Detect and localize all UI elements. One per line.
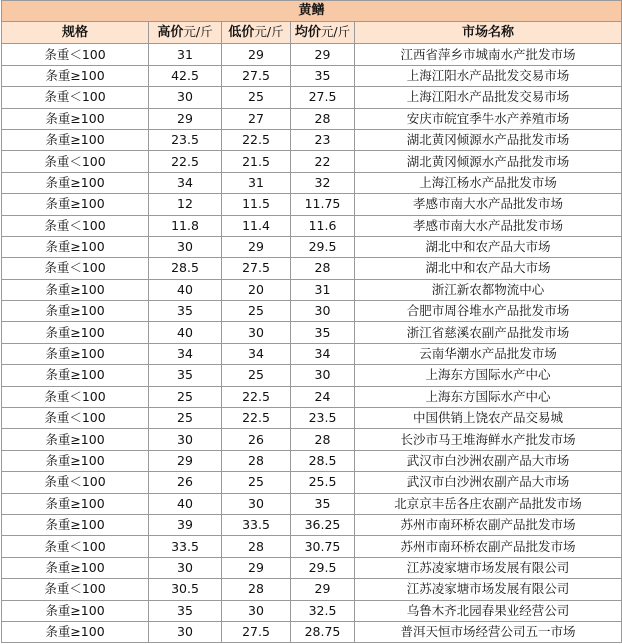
cell-market: 浙江新农都物流中心 bbox=[355, 279, 622, 300]
table-row bbox=[2, 429, 622, 450]
cell-spec: 条重＜100 bbox=[2, 215, 149, 236]
table-row bbox=[2, 194, 622, 215]
cell-low: 11.5 bbox=[222, 194, 291, 215]
cell-high: 40 bbox=[149, 279, 222, 300]
table-row bbox=[2, 258, 622, 279]
cell-avg: 28 bbox=[291, 429, 355, 450]
cell-market: 北京京丰岳各庄农副产品批发市场 bbox=[355, 493, 622, 514]
cell-market: 上海江阳水产品批发交易市场 bbox=[355, 87, 622, 108]
cell-spec: 条重≥100 bbox=[2, 236, 149, 257]
cell-spec: 条重≥100 bbox=[2, 279, 149, 300]
cell-market: 合肥市周谷堆水产品批发市场 bbox=[355, 301, 622, 322]
cell-avg: 22 bbox=[291, 151, 355, 172]
cell-spec: 条重≥100 bbox=[2, 322, 149, 343]
header-low-label: 低价 bbox=[228, 25, 255, 41]
header-avg-label: 均价 bbox=[294, 25, 321, 41]
cell-market: 湖北中和农产品大市场 bbox=[355, 236, 622, 257]
table-row bbox=[2, 557, 622, 578]
cell-high: 26 bbox=[149, 472, 222, 493]
cell-low: 27.5 bbox=[222, 65, 291, 86]
cell-high: 35 bbox=[149, 301, 222, 322]
cell-avg: 32 bbox=[291, 172, 355, 193]
cell-high: 31 bbox=[149, 44, 222, 65]
cell-avg: 29.5 bbox=[291, 557, 355, 578]
cell-low: 26 bbox=[222, 429, 291, 450]
cell-high: 23.5 bbox=[149, 129, 222, 150]
cell-market: 上海江杨水产品批发市场 bbox=[355, 172, 622, 193]
cell-spec: 条重＜100 bbox=[2, 151, 149, 172]
table-row bbox=[2, 514, 622, 535]
cell-avg: 30.75 bbox=[291, 536, 355, 557]
cell-low: 27.5 bbox=[222, 258, 291, 279]
cell-low: 29 bbox=[222, 44, 291, 65]
table-row bbox=[2, 44, 622, 65]
cell-market: 上海东方国际水产中心 bbox=[355, 365, 622, 386]
cell-market: 湖北黄冈倾源水产品批发市场 bbox=[355, 129, 622, 150]
cell-avg: 11.6 bbox=[291, 215, 355, 236]
table-header-row bbox=[2, 22, 622, 44]
table-row bbox=[2, 450, 622, 471]
cell-spec: 条重＜100 bbox=[2, 44, 149, 65]
table-row bbox=[2, 322, 622, 343]
cell-spec: 条重≥100 bbox=[2, 450, 149, 471]
cell-low: 25 bbox=[222, 301, 291, 322]
header-high-label: 高价 bbox=[157, 25, 184, 41]
cell-market: 中国供销上饶农产品交易城 bbox=[355, 408, 622, 429]
table-row bbox=[2, 493, 622, 514]
cell-spec: 条重≥100 bbox=[2, 301, 149, 322]
table-row bbox=[2, 236, 622, 257]
cell-high: 30 bbox=[149, 557, 222, 578]
cell-market: 江西省萍乡市城南水产批发市场 bbox=[355, 44, 622, 65]
cell-low: 22.5 bbox=[222, 408, 291, 429]
cell-market: 江苏凌家塘市场发展有限公司 bbox=[355, 579, 622, 600]
cell-market: 孝感市南大水产品批发市场 bbox=[355, 194, 622, 215]
cell-high: 30.5 bbox=[149, 579, 222, 600]
cell-avg: 11.75 bbox=[291, 194, 355, 215]
cell-market: 武汉市白沙洲农副产品大市场 bbox=[355, 472, 622, 493]
cell-spec: 条重≥100 bbox=[2, 621, 149, 642]
cell-avg: 29 bbox=[291, 44, 355, 65]
cell-high: 29 bbox=[149, 108, 222, 129]
cell-high: 30 bbox=[149, 236, 222, 257]
cell-market: 苏州市南环桥农副产品批发市场 bbox=[355, 514, 622, 535]
table-row bbox=[2, 343, 622, 364]
cell-high: 34 bbox=[149, 343, 222, 364]
cell-spec: 条重≥100 bbox=[2, 108, 149, 129]
table-row bbox=[2, 600, 622, 621]
cell-market: 长沙市马王堆海鲜水产批发市场 bbox=[355, 429, 622, 450]
cell-low: 27 bbox=[222, 108, 291, 129]
cell-low: 27.5 bbox=[222, 621, 291, 642]
cell-spec: 条重≥100 bbox=[2, 557, 149, 578]
cell-high: 11.8 bbox=[149, 215, 222, 236]
header-market: 市场名称 bbox=[355, 22, 622, 44]
cell-avg: 28.5 bbox=[291, 450, 355, 471]
cell-avg: 34 bbox=[291, 343, 355, 364]
cell-avg: 29 bbox=[291, 579, 355, 600]
cell-spec: 条重≥100 bbox=[2, 172, 149, 193]
cell-spec: 条重≥100 bbox=[2, 514, 149, 535]
cell-low: 30 bbox=[222, 493, 291, 514]
cell-low: 28 bbox=[222, 450, 291, 471]
cell-spec: 条重≥100 bbox=[2, 365, 149, 386]
cell-spec: 条重≥100 bbox=[2, 429, 149, 450]
cell-low: 22.5 bbox=[222, 129, 291, 150]
cell-spec: 条重≥100 bbox=[2, 343, 149, 364]
cell-market: 上海东方国际水产中心 bbox=[355, 386, 622, 407]
cell-high: 34 bbox=[149, 172, 222, 193]
cell-high: 30 bbox=[149, 87, 222, 108]
cell-market: 普洱天恒市场经营公司五一市场 bbox=[355, 621, 622, 642]
cell-spec: 条重＜100 bbox=[2, 536, 149, 557]
cell-high: 42.5 bbox=[149, 65, 222, 86]
cell-low: 29 bbox=[222, 557, 291, 578]
cell-high: 30 bbox=[149, 429, 222, 450]
cell-high: 35 bbox=[149, 600, 222, 621]
cell-low: 31 bbox=[222, 172, 291, 193]
table-row bbox=[2, 108, 622, 129]
cell-market: 湖北黄冈倾源水产品批发市场 bbox=[355, 151, 622, 172]
header-low-unit: 元/斤 bbox=[254, 24, 284, 40]
header-avg-unit: 元/斤 bbox=[320, 24, 351, 40]
header-low bbox=[222, 22, 291, 44]
cell-market: 安庆市皖宜季牛水产养殖市场 bbox=[355, 108, 622, 129]
table-row bbox=[2, 365, 622, 386]
cell-low: 25 bbox=[222, 87, 291, 108]
cell-low: 21.5 bbox=[222, 151, 291, 172]
table-row bbox=[2, 151, 622, 172]
table-row bbox=[2, 536, 622, 557]
cell-spec: 条重＜100 bbox=[2, 87, 149, 108]
cell-high: 40 bbox=[149, 322, 222, 343]
cell-avg: 29.5 bbox=[291, 236, 355, 257]
table-row bbox=[2, 87, 622, 108]
cell-high: 33.5 bbox=[149, 536, 222, 557]
cell-spec: 条重≥100 bbox=[2, 65, 149, 86]
table-title: 黄鳝 bbox=[2, 1, 622, 22]
cell-low: 29 bbox=[222, 236, 291, 257]
cell-avg: 30 bbox=[291, 301, 355, 322]
cell-avg: 35 bbox=[291, 493, 355, 514]
cell-market: 乌鲁木齐北园春果业经营公司 bbox=[355, 600, 622, 621]
cell-spec: 条重≥100 bbox=[2, 194, 149, 215]
cell-low: 20 bbox=[222, 279, 291, 300]
cell-market: 浙江省慈溪农副产品批发市场 bbox=[355, 322, 622, 343]
cell-low: 11.4 bbox=[222, 215, 291, 236]
cell-spec: 条重≥100 bbox=[2, 129, 149, 150]
table-row bbox=[2, 65, 622, 86]
table-row bbox=[2, 621, 622, 642]
cell-low: 22.5 bbox=[222, 386, 291, 407]
cell-market: 上海江阳水产品批发交易市场 bbox=[355, 65, 622, 86]
cell-avg: 35 bbox=[291, 322, 355, 343]
table-row bbox=[2, 386, 622, 407]
cell-avg: 28 bbox=[291, 258, 355, 279]
cell-low: 25 bbox=[222, 365, 291, 386]
cell-high: 28.5 bbox=[149, 258, 222, 279]
cell-avg: 25.5 bbox=[291, 472, 355, 493]
table-row bbox=[2, 472, 622, 493]
cell-spec: 条重＜100 bbox=[2, 472, 149, 493]
cell-spec: 条重＜100 bbox=[2, 408, 149, 429]
cell-avg: 30 bbox=[291, 365, 355, 386]
cell-low: 28 bbox=[222, 579, 291, 600]
price-table bbox=[1, 0, 622, 643]
cell-avg: 32.5 bbox=[291, 600, 355, 621]
table-row bbox=[2, 579, 622, 600]
cell-avg: 24 bbox=[291, 386, 355, 407]
cell-high: 25 bbox=[149, 386, 222, 407]
cell-avg: 28.75 bbox=[291, 621, 355, 642]
table-row bbox=[2, 129, 622, 150]
cell-avg: 23 bbox=[291, 129, 355, 150]
table-row bbox=[2, 408, 622, 429]
cell-high: 40 bbox=[149, 493, 222, 514]
cell-spec: 条重≥100 bbox=[2, 600, 149, 621]
cell-market: 武汉市白沙洲农副产品大市场 bbox=[355, 450, 622, 471]
cell-low: 34 bbox=[222, 343, 291, 364]
header-avg bbox=[291, 22, 355, 44]
cell-avg: 28 bbox=[291, 108, 355, 129]
cell-high: 22.5 bbox=[149, 151, 222, 172]
cell-market: 云南华潮水产品批发市场 bbox=[355, 343, 622, 364]
cell-low: 30 bbox=[222, 600, 291, 621]
cell-high: 30 bbox=[149, 621, 222, 642]
cell-avg: 23.5 bbox=[291, 408, 355, 429]
cell-avg: 35 bbox=[291, 65, 355, 86]
cell-market: 孝感市南大水产品批发市场 bbox=[355, 215, 622, 236]
cell-avg: 31 bbox=[291, 279, 355, 300]
cell-high: 39 bbox=[149, 514, 222, 535]
cell-high: 12 bbox=[149, 194, 222, 215]
cell-market: 苏州市南环桥农副产品批发市场 bbox=[355, 536, 622, 557]
cell-spec: 条重＜100 bbox=[2, 579, 149, 600]
table-row bbox=[2, 301, 622, 322]
cell-high: 25 bbox=[149, 408, 222, 429]
cell-avg: 27.5 bbox=[291, 87, 355, 108]
cell-high: 35 bbox=[149, 365, 222, 386]
cell-low: 28 bbox=[222, 536, 291, 557]
cell-low: 30 bbox=[222, 322, 291, 343]
cell-low: 25 bbox=[222, 472, 291, 493]
header-high bbox=[149, 22, 222, 44]
cell-spec: 条重＜100 bbox=[2, 386, 149, 407]
table-row bbox=[2, 215, 622, 236]
table-row bbox=[2, 172, 622, 193]
table-row bbox=[2, 279, 622, 300]
header-spec: 规格 bbox=[2, 22, 149, 44]
cell-high: 29 bbox=[149, 450, 222, 471]
cell-avg: 36.25 bbox=[291, 514, 355, 535]
cell-market: 湖北中和农产品大市场 bbox=[355, 258, 622, 279]
cell-market: 江苏凌家塘市场发展有限公司 bbox=[355, 557, 622, 578]
cell-spec: 条重＜100 bbox=[2, 258, 149, 279]
table-title-row bbox=[2, 1, 622, 22]
header-high-unit: 元/斤 bbox=[183, 24, 213, 40]
cell-spec: 条重≥100 bbox=[2, 493, 149, 514]
cell-low: 33.5 bbox=[222, 514, 291, 535]
